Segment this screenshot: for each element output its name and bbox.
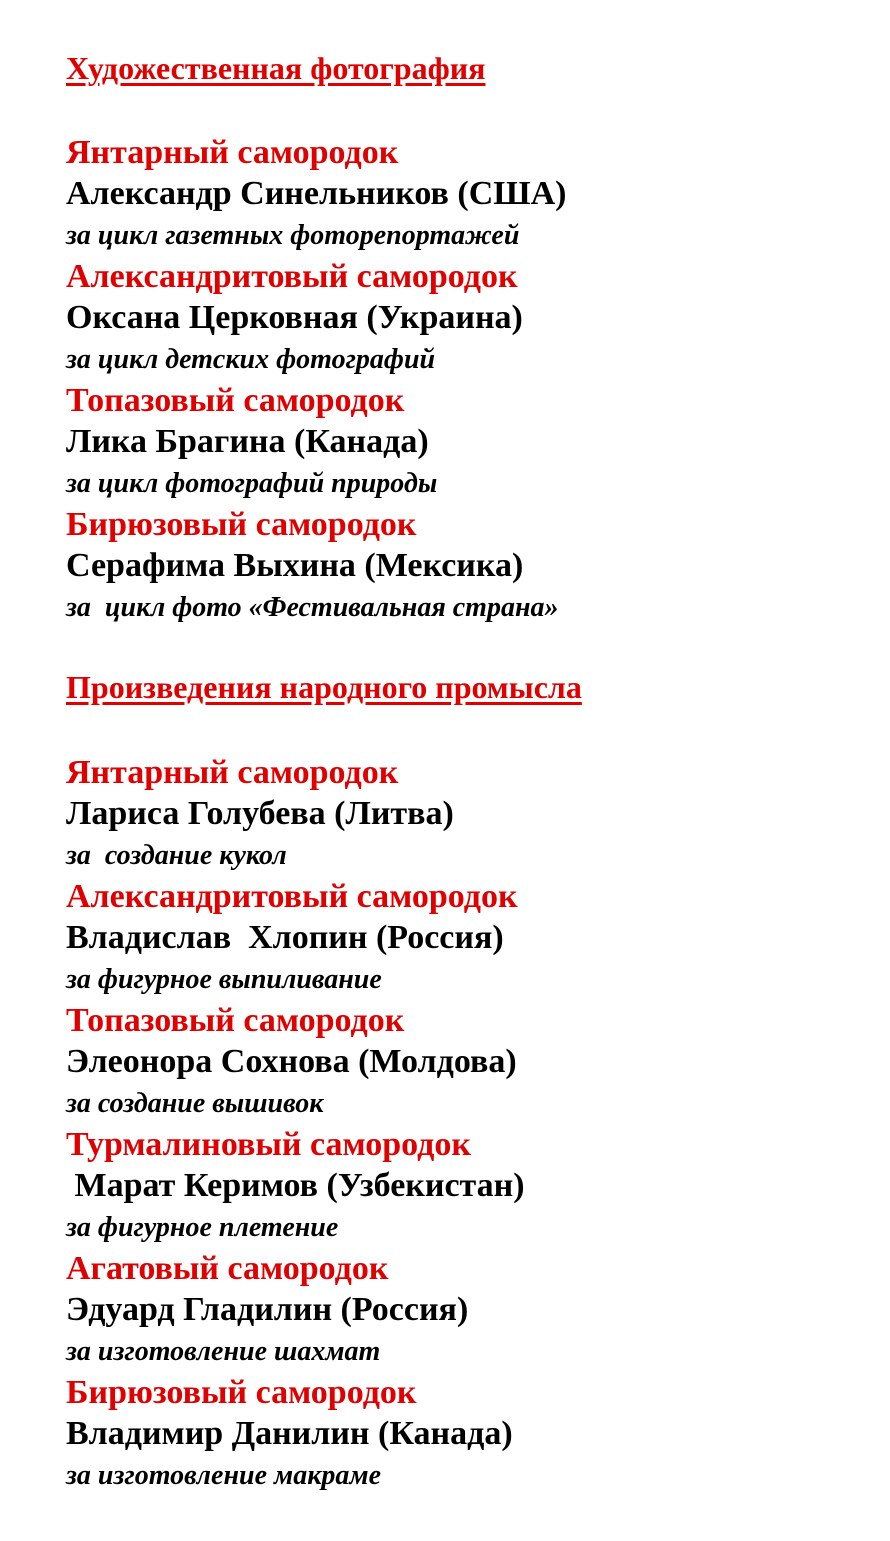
winner-name: Марат Керимов (Узбекистан) — [66, 1167, 525, 1204]
award-reason: за изготовление макраме — [66, 1460, 381, 1491]
award-name: Агатовый самородок — [66, 1250, 389, 1287]
winner-name: Владислав Хлопин (Россия) — [66, 919, 504, 956]
award-name: Топазовый самородок — [66, 382, 405, 419]
award-reason: за цикл фото «Фестивальная страна» — [66, 592, 559, 623]
award-name: Янтарный самородок — [66, 134, 399, 171]
award-reason: за фигурное выпиливание — [66, 964, 382, 995]
award-entry — [66, 256, 866, 380]
award-name: Янтарный самородок — [66, 754, 399, 791]
award-name: Турмалиновый самородок — [66, 1126, 471, 1163]
awards-document — [66, 46, 866, 1496]
award-entry — [66, 1124, 866, 1248]
section-title-folk-crafts: Произведения народного промысла — [66, 669, 582, 705]
award-name: Бирюзовый самородок — [66, 506, 417, 543]
winner-name: Серафима Выхина (Мексика) — [66, 547, 524, 584]
award-entry — [66, 1000, 866, 1124]
award-entry — [66, 1248, 866, 1372]
award-entry — [66, 504, 866, 628]
winner-name: Лариса Голубева (Литва) — [66, 795, 454, 832]
winner-name: Эдуард Гладилин (Россия) — [66, 1291, 469, 1328]
award-reason: за цикл фотографий природы — [66, 468, 438, 499]
winner-name: Александр Синельников (США) — [66, 175, 567, 212]
award-name: Топазовый самородок — [66, 1002, 405, 1039]
award-reason: за создание вышивок — [66, 1088, 324, 1119]
section-title-photography: Художественная фотография — [66, 50, 486, 86]
award-reason: за создание кукол — [66, 840, 287, 871]
award-entry — [66, 380, 866, 504]
award-name: Бирюзовый самородок — [66, 1374, 417, 1411]
winner-name: Владимир Данилин (Канада) — [66, 1415, 513, 1452]
award-entry — [66, 752, 866, 876]
award-name: Александритовый самородок — [66, 258, 518, 295]
award-reason: за фигурное плетение — [66, 1212, 339, 1243]
award-reason: за цикл газетных фоторепортажей — [66, 220, 520, 251]
award-entry — [66, 876, 866, 1000]
award-reason: за изготовление шахмат — [66, 1336, 381, 1367]
winner-name: Оксана Церковная (Украина) — [66, 299, 523, 336]
winner-name: Лика Брагина (Канада) — [66, 423, 429, 460]
award-entry — [66, 132, 866, 256]
award-entry — [66, 1372, 866, 1496]
award-reason: за цикл детских фотографий — [66, 344, 436, 375]
award-name: Александритовый самородок — [66, 878, 518, 915]
winner-name: Элеонора Сохнова (Молдова) — [66, 1043, 517, 1080]
